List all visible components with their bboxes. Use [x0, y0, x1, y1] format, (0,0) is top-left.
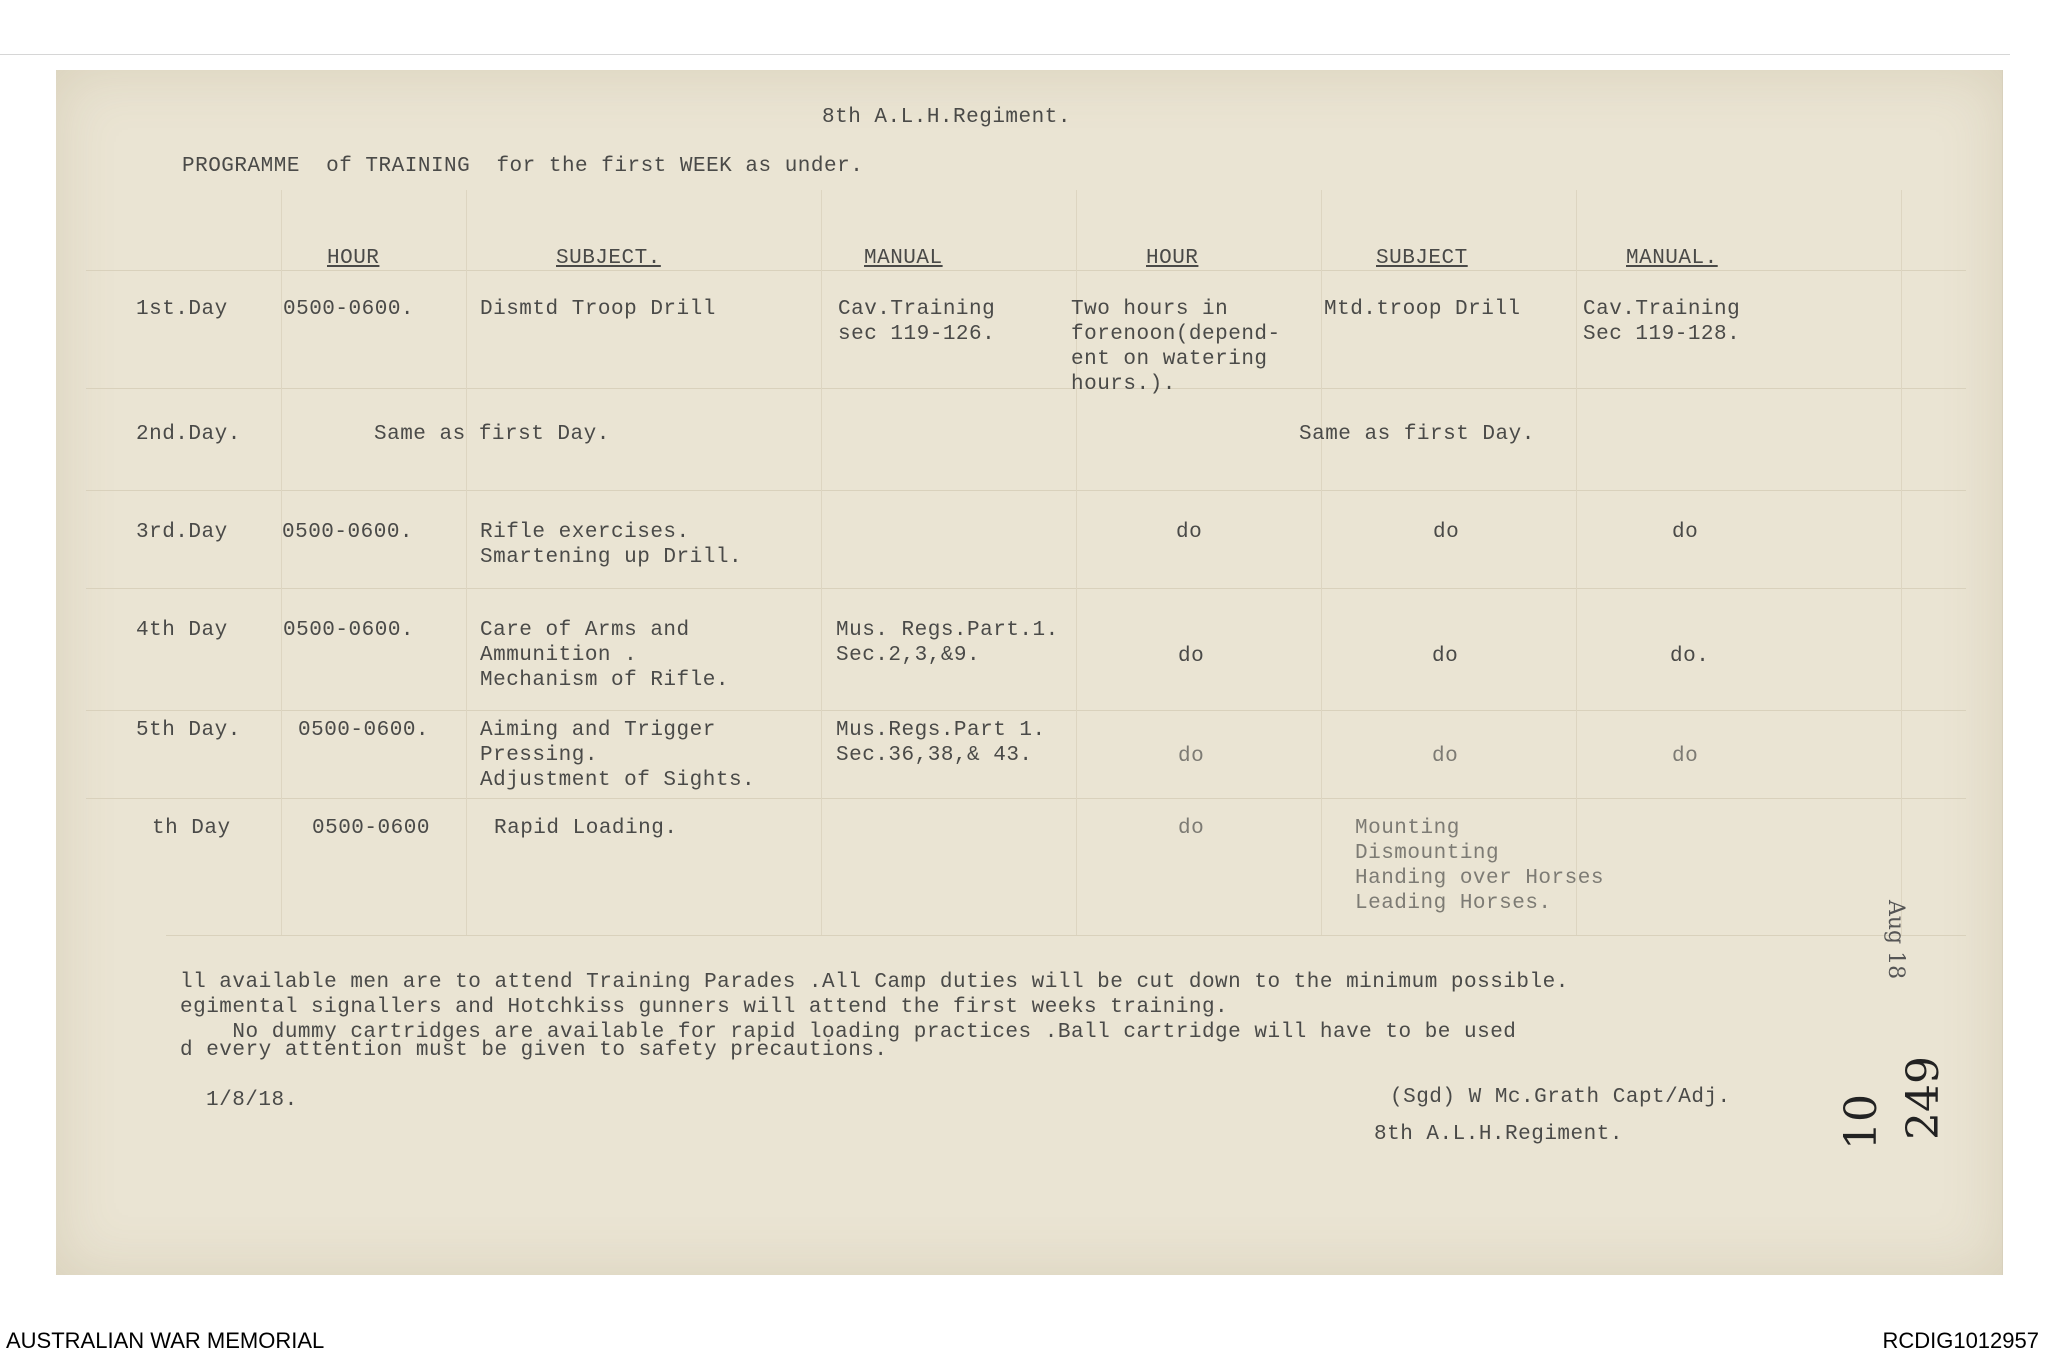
row-2-day: 2nd.Day.: [136, 423, 241, 446]
col-header-hour-2: HOUR: [1146, 247, 1199, 270]
col-header-subject-2: SUBJECT: [1376, 247, 1468, 270]
row-5-manual-2: do: [1672, 745, 1699, 768]
ruled-column: [466, 190, 467, 935]
row-3-hour-2: do: [1176, 521, 1203, 544]
ruled-line: [86, 798, 1966, 799]
row-4-manual: Mus. Regs.Part.1. Sec.2,3,&9.: [836, 619, 1059, 667]
document-date: 1/8/18.: [206, 1089, 298, 1112]
row-4-subject-2: do: [1432, 645, 1459, 668]
row-4-day: 4th Day: [136, 619, 228, 642]
ruled-line: [166, 935, 1966, 936]
col-header-hour: HOUR: [327, 247, 380, 270]
row-4-manual-2: do.: [1670, 645, 1710, 668]
row-4-subject: Care of Arms and Ammunition . Mechanism of Rifle.: [480, 619, 729, 692]
row-1-subject-2: Mtd.troop Drill: [1324, 298, 1521, 321]
row-3-subject: Rifle exercises. Smartening up Drill.: [480, 521, 743, 569]
row-6-hour-2: do: [1178, 817, 1205, 840]
row-2-same-right: Same as first Day.: [1299, 423, 1535, 446]
ruled-column: [1321, 190, 1322, 935]
row-3-manual-2: do: [1672, 521, 1699, 544]
ruled-line: [86, 490, 1966, 491]
row-1-subject: Dismtd Troop Drill: [480, 298, 716, 321]
row-1-manual: Cav.Training sec 119-126.: [838, 298, 996, 346]
ruled-column: [281, 190, 282, 935]
row-6-hour: 0500-0600: [312, 817, 430, 840]
ruled-line: [86, 710, 1966, 711]
row-1-manual-2: Cav.Training Sec 119-128.: [1583, 298, 1741, 346]
programme-title: PROGRAMME of TRAINING for the first WEEK as under.: [182, 155, 864, 178]
footer-right: RCDIG1012957: [1882, 1328, 2039, 1353]
document-sheet: [56, 70, 2003, 1275]
row-3-subject-2: do: [1433, 521, 1460, 544]
col-header-manual: MANUAL: [864, 247, 943, 270]
row-6-subject-2: Mounting Dismounting Handing over Horses Leading Horses.: [1355, 817, 1604, 915]
row-6-subject: Rapid Loading.: [494, 817, 678, 840]
margin-handwriting: Aug 18: [1883, 900, 1908, 980]
row-4-hour-2: do: [1178, 645, 1205, 668]
row-5-manual: Mus.Regs.Part 1. Sec.36,38,& 43.: [836, 719, 1046, 767]
signature-unit: 8th A.L.H.Regiment.: [1374, 1123, 1623, 1146]
regiment-header: 8th A.L.H.Regiment.: [822, 106, 1071, 129]
row-2-same-left: Same as first Day.: [374, 423, 610, 446]
row-5-subject: Aiming and Trigger Pressing. Adjustment of Sights.: [480, 719, 756, 792]
note-line-2: egimental signallers and Hotchkiss gunners will attend the first weeks training.: [180, 996, 1229, 1019]
row-5-hour-2: do: [1178, 745, 1205, 768]
footer-left: AUSTRALIAN WAR MEMORIAL: [6, 1328, 325, 1353]
row-5-day: 5th Day.: [136, 719, 241, 742]
row-1-day: 1st.Day: [136, 298, 228, 321]
note-line-1: ll available men are to attend Training Parades .All Camp duties will be cut down to the minimum possible.: [180, 971, 1569, 994]
note-line-4: d every attention must be given to safety precautions.: [180, 1039, 888, 1062]
row-3-hour: 0500-0600.: [282, 521, 414, 544]
row-6-day: th Day: [152, 817, 231, 840]
row-5-hour: 0500-0600.: [298, 719, 430, 742]
ruled-line: [86, 588, 1966, 589]
row-1-hour: 0500-0600.: [283, 298, 415, 321]
signature-line: (Sgd) W Mc.Grath Capt/Adj.: [1390, 1086, 1731, 1109]
row-5-subject-2: do: [1432, 745, 1459, 768]
folio-numerator: 249: [1898, 1056, 1949, 1140]
row-3-day: 3rd.Day: [136, 521, 228, 544]
ruled-line: [86, 388, 1966, 389]
folio-denominator: 10: [1836, 1094, 1887, 1150]
row-1-hour-2: Two hours in forenoon(depend- ent on watering hours.).: [1071, 298, 1281, 396]
col-header-subject: SUBJECT.: [556, 247, 661, 270]
ruled-column: [1901, 190, 1902, 935]
scan-top-border: [0, 54, 2010, 55]
note-line-3: No dummy cartridges are available for rapid loading practices .Ball cartridge will have to be used: [180, 1021, 1517, 1044]
col-header-manual-2: MANUAL.: [1626, 247, 1718, 270]
row-4-hour: 0500-0600.: [283, 619, 415, 642]
ruled-column: [821, 190, 822, 935]
